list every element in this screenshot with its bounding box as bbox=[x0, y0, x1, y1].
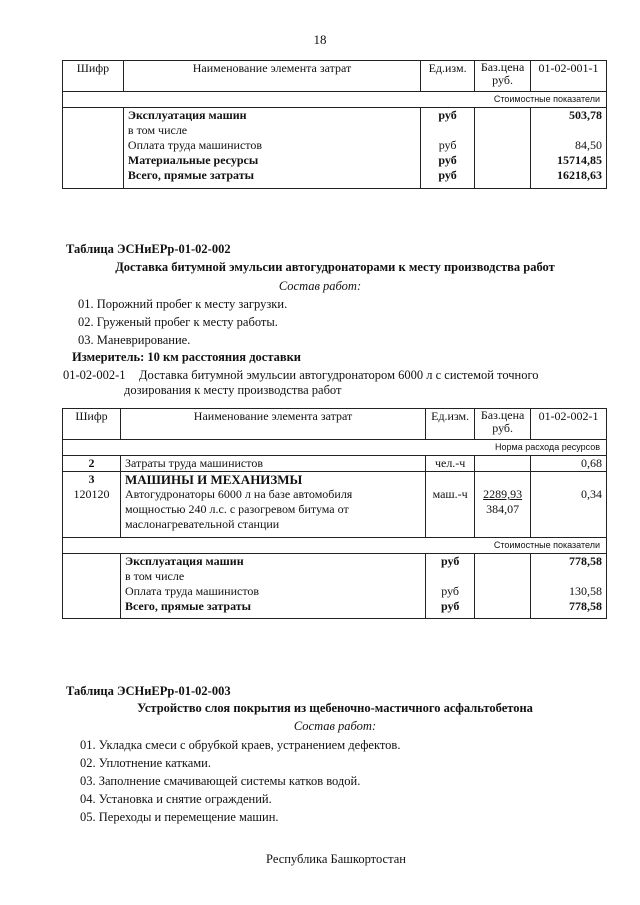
work-description: дозирования к месту производства работ bbox=[124, 383, 342, 397]
row-value: 0,68 bbox=[531, 456, 607, 472]
row-unit: руб bbox=[421, 108, 475, 124]
row-unit: руб bbox=[421, 168, 475, 188]
row-unit: руб bbox=[426, 599, 475, 619]
section-label: Норма расхода ресурсов bbox=[63, 440, 607, 456]
row-name: Оплата труда машинистов bbox=[120, 584, 425, 599]
row-name: в том числе bbox=[120, 569, 425, 584]
row-code: 2 bbox=[63, 456, 121, 472]
row-name: в том числе bbox=[123, 123, 420, 138]
section-title: Устройство слоя покрытия из щебеночно-мастичного асфальтобетона bbox=[137, 701, 533, 715]
row-value: 16218,63 bbox=[531, 168, 607, 188]
row-name: мощностью 240 л.с. с разогревом битума от bbox=[124, 502, 349, 516]
col-name-header: Наименование элемента затрат bbox=[123, 61, 420, 92]
col-name-header: Наименование элемента затрат bbox=[120, 409, 425, 440]
list-item: 05. Переходы и перемещение машин. bbox=[80, 810, 279, 824]
col-id-header: 01-02-001-1 bbox=[531, 61, 607, 92]
row-unit: руб bbox=[426, 584, 475, 599]
list-item: 02. Уплотнение катками. bbox=[80, 756, 211, 770]
composition-label: Состав работ: bbox=[278, 279, 362, 293]
row-unit: руб bbox=[426, 553, 475, 569]
row-price: 384,07 bbox=[486, 502, 520, 516]
row-name: Материальные ресурсы bbox=[123, 153, 420, 168]
row-value: 15714,85 bbox=[531, 153, 607, 168]
composition-label: Состав работ: bbox=[293, 719, 377, 733]
row-value: 778,58 bbox=[531, 553, 607, 569]
cost-table-2 bbox=[62, 408, 607, 619]
cost-table-1 bbox=[62, 60, 607, 189]
row-name: Оплата труда машинистов bbox=[123, 138, 420, 153]
list-item: 02. Груженый пробег к месту работы. bbox=[78, 315, 278, 329]
measure-unit: Измеритель: 10 км расстояния доставки bbox=[72, 350, 302, 364]
list-item: 01. Порожний пробег к месту загрузки. bbox=[78, 297, 288, 311]
table-label: Таблица ЭСНиЕРр-01-02-003 bbox=[66, 684, 231, 698]
row-code: 3 bbox=[63, 472, 121, 488]
row-name: МАШИНЫ И МЕХАНИЗМЫ bbox=[120, 472, 425, 488]
col-code-header: Шифр bbox=[63, 61, 124, 92]
section-title: Доставка битумной эмульсии автогудронаторами к месту производства работ bbox=[115, 260, 555, 274]
list-item: 03. Заполнение смачивающей системы катков водой. bbox=[80, 774, 361, 788]
row-value: 84,50 bbox=[531, 138, 607, 153]
col-id-header: 01-02-002-1 bbox=[531, 409, 607, 440]
list-item: 03. Маневрирование. bbox=[78, 333, 191, 347]
col-price-header: Баз.цена руб. bbox=[475, 409, 531, 440]
row-name: Эксплуатация машин bbox=[120, 553, 425, 569]
row-name: Всего, прямые затраты bbox=[120, 599, 425, 619]
list-item: 04. Установка и снятие ограждений. bbox=[80, 792, 272, 806]
col-unit-header: Ед.изм. bbox=[421, 61, 475, 92]
row-value: 503,78 bbox=[531, 108, 607, 124]
page-number: 18 bbox=[313, 32, 327, 47]
row-name: Всего, прямые затраты bbox=[123, 168, 420, 188]
work-code: 01-02-002-1 bbox=[63, 368, 126, 382]
row-unit: чел.-ч bbox=[426, 456, 475, 472]
row-value: 778,58 bbox=[531, 599, 607, 619]
list-item: 01. Укладка смеси с обрубкой краев, устранением дефектов. bbox=[80, 738, 401, 752]
row-name: Затраты труда машинистов bbox=[120, 456, 425, 472]
row-value: 0,34 bbox=[531, 487, 607, 537]
table-label: Таблица ЭСНиЕРр-01-02-002 bbox=[66, 242, 231, 256]
section-label: Стоимостные показатели bbox=[63, 92, 607, 108]
row-unit: маш.-ч bbox=[426, 487, 475, 537]
col-price-header: Баз.цена руб. bbox=[475, 61, 531, 92]
row-price: 2289,93 bbox=[483, 487, 523, 501]
col-unit-header: Ед.изм. bbox=[426, 409, 475, 440]
work-description: Доставка битумной эмульсии автогудронатором 6000 л с системой точного bbox=[139, 368, 539, 382]
row-unit: руб bbox=[421, 153, 475, 168]
row-name: Эксплуатация машин bbox=[123, 108, 420, 124]
col-code-header: Шифр bbox=[63, 409, 121, 440]
row-code: 120120 bbox=[63, 487, 121, 537]
section-label: Стоимостные показатели bbox=[63, 537, 607, 553]
row-name: маслонагревательной станции bbox=[124, 517, 280, 531]
row-name: Автогудронаторы 6000 л на базе автомобиля bbox=[124, 487, 353, 501]
row-value: 130,58 bbox=[531, 584, 607, 599]
row-unit: руб bbox=[421, 138, 475, 153]
page-footer: Республика Башкортостан bbox=[266, 852, 406, 866]
